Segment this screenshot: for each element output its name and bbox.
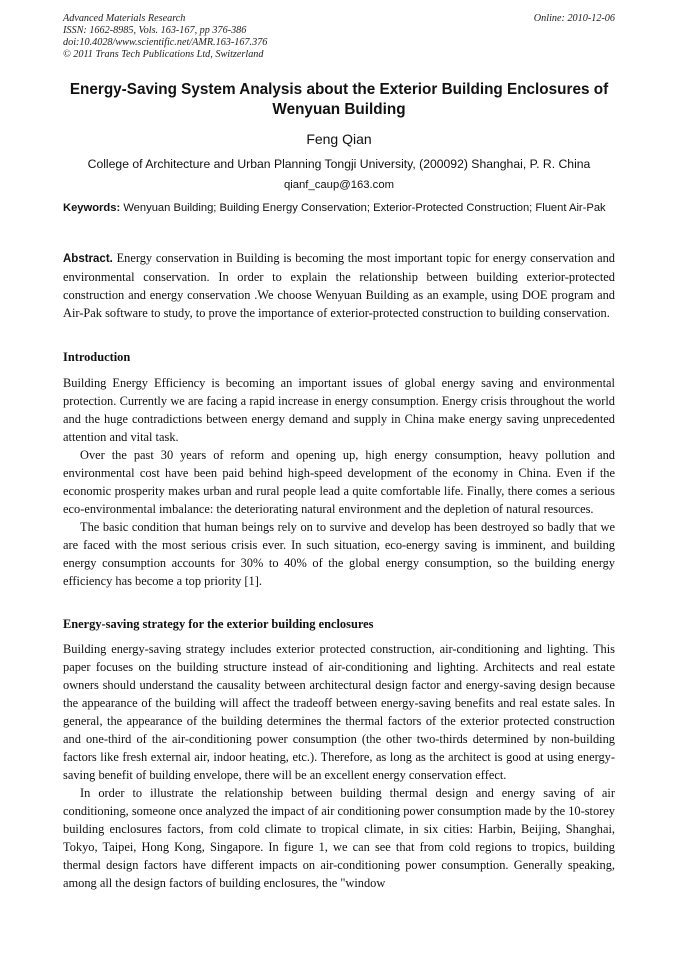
copyright-line: © 2011 Trans Tech Publications Ltd, Switzerland xyxy=(63,49,264,60)
doi-line: doi:10.4028/www.scientific.net/AMR.163-167.376 xyxy=(63,37,268,48)
keywords-text: Wenyuan Building; Building Energy Conservation; Exterior-Protected Construction; Fluent Air-Pak xyxy=(123,202,606,214)
author-email: qianf_caup@163.com xyxy=(283,179,395,191)
paragraph: Building energy-saving strategy includes exterior protected construction, air-conditioning and lighting. This paper focuses on the building structure instead of air-conditioning and lighting. Architects and real estate owners should understand the causality between architectural design factor and energy-saving design because the appearance of the building will affect the tradeoff between energy-saving benefits and real estate sales. In general, the appearance of the building determines the thermal factors of the exterior protected construction and one-third of the air-conditioning power consumption (the other two-thirds determined by non-building factors like fresh external air, indoor heating, etc.). Therefore, as long as the architect is good at using energy-saving benefit of building envelope, there will be an excellent energy conservation effect. xyxy=(63,642,615,782)
strategy-body xyxy=(63,640,615,892)
section-heading-strategy: Energy-saving strategy for the exterior building enclosures xyxy=(63,617,374,631)
online-date: Online: 2010-12-06 xyxy=(533,13,615,24)
abstract-label: Abstract. xyxy=(63,253,113,265)
journal-name: Advanced Materials Research xyxy=(63,13,186,24)
issn-line: ISSN: 1662-8985, Vols. 163-167, pp 376-386 xyxy=(63,25,247,36)
paragraph: In order to illustrate the relationship between building thermal design and energy saving of air conditioning, someone once analyzed the impact of air conditioning power consumption made by the 10-storey building enclosures factors, from cold climate to tropical climate, in six cities: Harbin, Beijing, Shanghai, Tokyo, Taipei, Hong Kong, Singapore. In figure 1, we can see that from cold regions to tropics, building thermal design factors have different impacts on air-conditioning power consumption. Generally speaking, among all the design factors of building enclosures, the "window xyxy=(63,786,615,890)
paper-title: Energy-Saving System Analysis about the Exterior Building Enclosures of Wenyuan Building xyxy=(69,81,609,118)
section-heading-introduction: Introduction xyxy=(63,350,131,364)
author-name: Feng Qian xyxy=(306,131,372,147)
paragraph: Over the past 30 years of reform and opening up, high energy consumption, heavy pollution and environmental cost have been paid behind high-speed development of the economy in China. Even if the economic prosperity makes urban and rural people lead a quite comfortable life. Finally, there comes a serious eco-environmental imbalance: the deteriorating natural environment and the depletion of natural resources. xyxy=(63,448,615,516)
journal-header xyxy=(63,13,267,61)
paragraph: The basic condition that human beings rely on to survive and develop has been destroyed so badly that we are faced with the most serious crisis ever. In such situation, eco-energy saving is imminent, and building energy consumption accounts for 30% to 40% of the global energy consumption, so the building energy efficiency has become a top priority [1]. xyxy=(63,520,615,588)
introduction-body xyxy=(63,374,615,590)
author-affiliation: College of Architecture and Urban Planning Tongji University, (200092) Shanghai, P. R. China xyxy=(87,157,591,171)
keywords-label: Keywords: xyxy=(63,202,121,214)
keywords xyxy=(63,201,615,216)
abstract xyxy=(63,249,615,322)
paragraph: Building Energy Efficiency is becoming an important issues of global energy saving and environmental protection. Currently we are facing a rapid increase in energy consumption. Energy crisis throughout the world and the huge contradictions between energy demand and supply in China make energy saving unprecedented attention and vital task. xyxy=(63,376,615,444)
abstract-text: Energy conservation in Building is becoming the most important topic for energy conservation and environmental conservation. In order to explain the relationship between building exterior-protected construction and energy conservation .We choose Wenyuan Building as an example, using DOE program and Air-Pak software to study, to prove the importance of exterior-protected construction to building conservation. xyxy=(63,251,615,320)
